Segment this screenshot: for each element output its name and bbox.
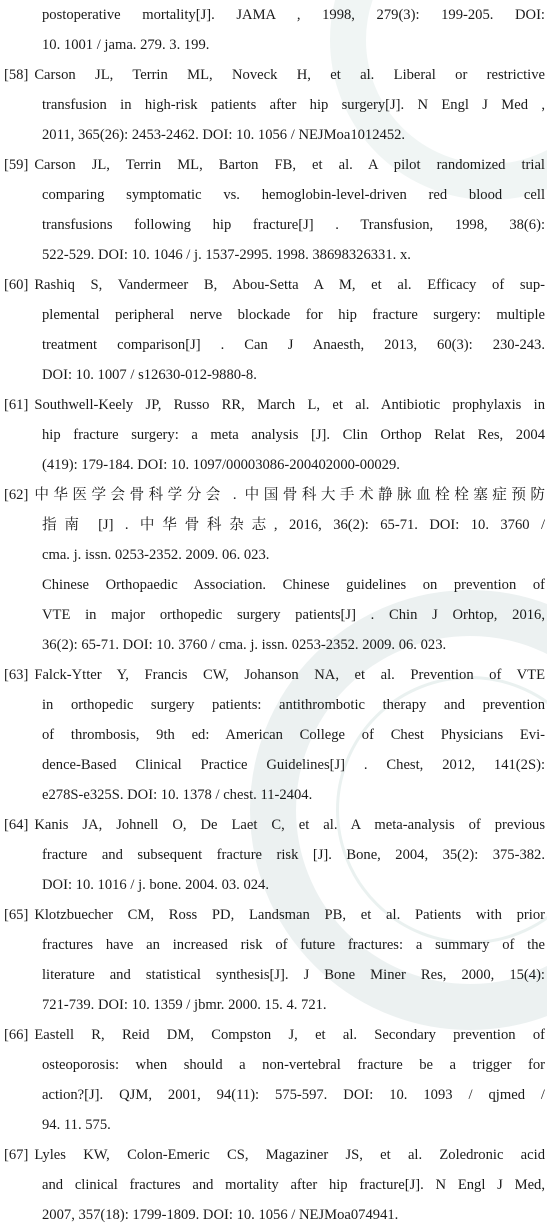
reference-line: dence-Based Clinical Practice Guidelines[J] . Chest, 2012, 141(2S): [42, 757, 545, 773]
reference-number: [66] [4, 1027, 29, 1043]
reference-line: Klotzbuecher CM, Ross PD, Landsman PB, et al. Patients with prior [34, 907, 545, 923]
reference-line: e278S-e325S. DOI: 10. 1378 / chest. 11-2404. [42, 787, 313, 803]
reference-line: 721-739. DOI: 10. 1359 / jbmr. 2000. 15. 4. 721. [42, 997, 327, 1013]
reference-line: 94. 11. 575. [42, 1117, 111, 1133]
reference-line: 2011, 365(26): 2453-2462. DOI: 10. 1056 / NEJMoa1012452. [42, 127, 406, 143]
reference-line: literature and statistical synthesis[J]. J Bone Miner Res, 2000, 15(4): [42, 967, 545, 983]
reference-66 [0, 1020, 547, 1050]
reference-line: fracture and subsequent fracture risk [J]. Bone, 2004, 35(2): 375-382. [42, 847, 545, 863]
reference-line: Lyles KW, Colon-Emeric CS, Magaziner JS, et al. Zoledronic acid [34, 1147, 545, 1163]
reference-line: (419): 179-184. DOI: 10. 1097/00003086-200402000-00029. [42, 457, 400, 473]
reference-line: DOI: 10. 1016 / j. bone. 2004. 03. 024. [42, 877, 270, 893]
reference-line: of thrombosis, 9th ed: American College of Chest Physicians Evi- [42, 727, 545, 743]
reference-line: Chinese Orthopaedic Association. Chinese guidelines on prevention of [42, 577, 545, 593]
reference-number: [65] [4, 907, 29, 923]
reference-line: Eastell R, Reid DM, Compston J, et al. Secondary prevention of [34, 1027, 545, 1043]
reference-number: [60] [4, 277, 29, 293]
reference-line: 522-529. DOI: 10. 1046 / j. 1537-2995. 1998. 38698326331. x. [42, 247, 411, 263]
reference-number: [62] [4, 487, 29, 503]
reference-60 [0, 270, 547, 300]
reference-line: Kanis JA, Johnell O, De Laet C, et al. A meta-analysis of previous [34, 817, 545, 833]
reference-line: fractures have an increased risk of future fractures: a summary of the [42, 937, 545, 953]
reference-number: [64] [4, 817, 29, 833]
reference-line: and clinical fractures and mortality after hip fracture[J]. N Engl J Med, [42, 1177, 545, 1193]
reference-line: Falck-Ytter Y, Francis CW, Johanson NA, et al. Prevention of VTE [34, 667, 545, 683]
reference-59 [0, 150, 547, 180]
reference-line: Southwell-Keely JP, Russo RR, March L, et al. Antibiotic prophylaxis in [34, 397, 545, 413]
reference-63 [0, 660, 547, 690]
reference-line: DOI: 10. 1007 / s12630-012-9880-8. [42, 367, 257, 383]
reference-line: 指南 [J] . 中华骨科杂志, 2016, 36(2): 65-71. DOI: 10. 3760 / [42, 517, 545, 533]
reference-67 [0, 1140, 547, 1170]
reference-65 [0, 900, 547, 930]
reference-number: [61] [4, 397, 29, 413]
reference-line: hip fracture surgery: a meta analysis [J]. Clin Orthop Relat Res, 2004 [42, 427, 545, 443]
reference-line: in orthopedic surgery patients: antithrombotic therapy and prevention [42, 697, 545, 713]
reference-number: [58] [4, 67, 29, 83]
reference-line: VTE in major orthopedic surgery patients[J] . Chin J Orhtop, 2016, [42, 607, 545, 623]
reference-line: 中华医学会骨科学分会 . 中国骨科大手术静脉血栓栓塞症预防 [34, 487, 545, 503]
reference-number: [67] [4, 1147, 29, 1163]
reference-line: comparing symptomatic vs. hemoglobin-level-driven red blood cell [42, 187, 545, 203]
reference-line: transfusions following hip fracture[J] . Transfusion, 1998, 38(6): [42, 217, 545, 233]
reference-62 [0, 480, 547, 510]
reference-61 [0, 390, 547, 420]
reference-line: 36(2): 65-71. DOI: 10. 3760 / cma. j. issn. 0253-2352. 2009. 06. 023. [42, 637, 447, 653]
reference-line: plemental peripheral nerve blockade for hip fracture surgery: multiple [42, 307, 545, 323]
reference-number: [63] [4, 667, 29, 683]
reference-line: action?[J]. QJM, 2001, 94(11): 575-597. DOI: 10. 1093 / qjmed / [42, 1087, 545, 1103]
reference-64 [0, 810, 547, 840]
reference-line: 2007, 357(18): 1799-1809. DOI: 10. 1056 / NEJMoa074941. [42, 1207, 399, 1223]
reference-58 [0, 60, 547, 90]
reference-line: cma. j. issn. 0253-2352. 2009. 06. 023. [42, 547, 270, 563]
reference-line: transfusion in high-risk patients after hip surgery[J]. N Engl J Med , [42, 97, 545, 113]
reference-line: Carson JL, Terrin ML, Noveck H, et al. Liberal or restrictive [34, 67, 545, 83]
reference-line: Carson JL, Terrin ML, Barton FB, et al. A pilot randomized trial [34, 157, 545, 173]
reference-number: [59] [4, 157, 29, 173]
reference-line: treatment comparison[J] . Can J Anaesth, 2013, 60(3): 230-243. [42, 337, 545, 353]
reference-line: osteoporosis: when should a non-vertebral fracture be a trigger for [42, 1057, 545, 1073]
reference-line: postoperative mortality[J]. JAMA , 1998, 279(3): 199-205. DOI: [42, 7, 545, 23]
reference-line: Rashiq S, Vandermeer B, Abou-Setta A M, et al. Efficacy of sup- [34, 277, 545, 293]
reference-line: 10. 1001 / jama. 279. 3. 199. [42, 37, 210, 53]
